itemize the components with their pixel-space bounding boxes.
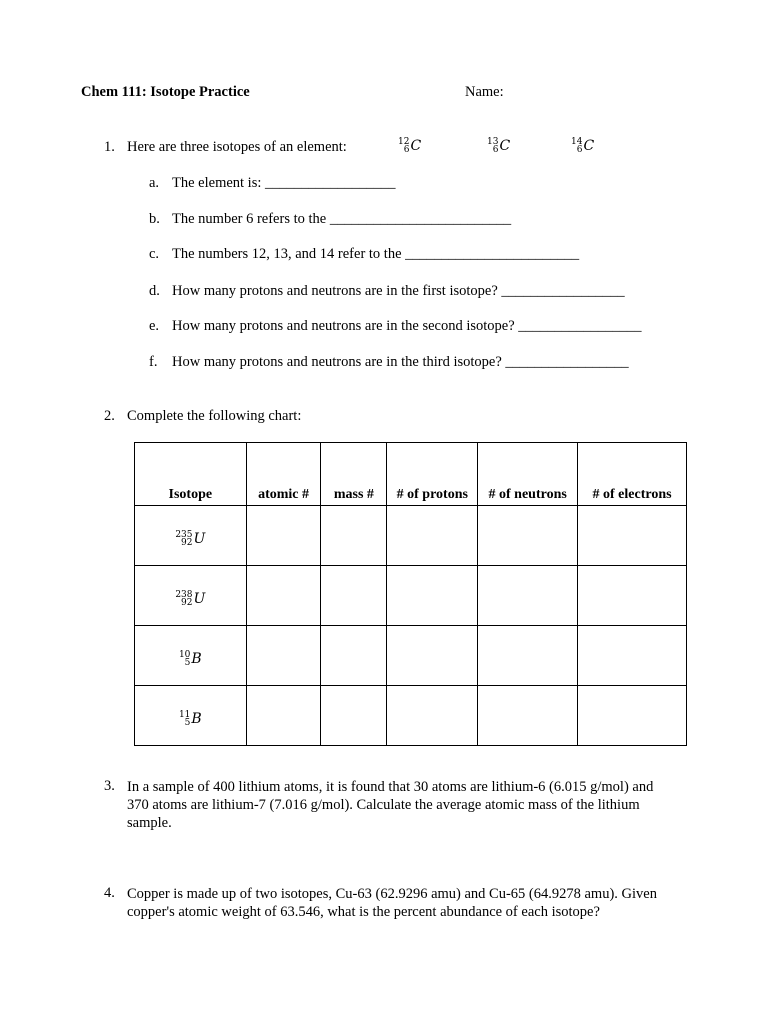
isotope-carbon-13 <box>487 138 510 154</box>
element-symbol: U <box>193 590 206 607</box>
mass-number-cell[interactable] <box>321 566 387 626</box>
isotope-chart-table <box>134 442 687 746</box>
element-symbol: B <box>191 710 202 727</box>
part-b-letter: b. <box>149 211 160 227</box>
atomic-number-cell[interactable] <box>246 626 321 686</box>
neutrons-cell[interactable] <box>478 686 578 746</box>
isotope-cell <box>135 626 247 686</box>
neutrons-cell[interactable] <box>478 506 578 566</box>
atomic-number: 5 <box>184 717 191 728</box>
atomic-number: 92 <box>181 537 193 548</box>
protons-cell[interactable] <box>387 686 478 746</box>
element-symbol: C <box>410 138 422 154</box>
header-mass-number: mass # <box>321 443 387 506</box>
mass-number: 11 <box>178 709 191 720</box>
mass-number: 12 <box>398 137 410 147</box>
question-2-prompt: Complete the following chart: <box>127 408 302 424</box>
atomic-number: 6 <box>492 145 499 155</box>
part-d-text: How many protons and neutrons are in the first isotope? _________________ <box>172 283 625 299</box>
atomic-number: 92 <box>181 597 193 608</box>
part-e-text: How many protons and neutrons are in the second isotope? _________________ <box>172 318 642 334</box>
protons-cell[interactable] <box>387 506 478 566</box>
table-row <box>135 626 687 686</box>
part-e-letter: e. <box>149 318 160 334</box>
electrons-cell[interactable] <box>578 686 687 746</box>
page-title: Chem 111: Isotope Practice <box>81 84 250 100</box>
name-label: Name: <box>465 84 504 100</box>
mass-number-cell[interactable] <box>321 686 387 746</box>
part-f-text: How many protons and neutrons are in the third isotope? _________________ <box>172 354 629 370</box>
question-1-number: 1. <box>104 139 115 155</box>
header-atomic-number: atomic # <box>246 443 321 506</box>
part-a-text: The element is: __________________ <box>172 175 396 191</box>
mass-number: 10 <box>178 649 191 660</box>
part-a-letter: a. <box>149 175 160 191</box>
element-symbol: C <box>499 138 511 154</box>
atomic-number: 6 <box>576 145 583 155</box>
table-row <box>135 686 687 746</box>
question-4-number: 4. <box>104 885 115 901</box>
atomic-number-cell[interactable] <box>246 506 321 566</box>
header-electrons: # of electrons <box>578 443 687 506</box>
table-header-row <box>135 443 687 506</box>
part-c-text: The numbers 12, 13, and 14 refer to the ________________________ <box>172 246 580 262</box>
table-row <box>135 506 687 566</box>
electrons-cell[interactable] <box>578 566 687 626</box>
part-f-letter: f. <box>149 354 158 370</box>
isotope-carbon-12 <box>398 138 421 154</box>
part-d-letter: d. <box>149 283 160 299</box>
atomic-number: 6 <box>403 145 410 155</box>
question-2-number: 2. <box>104 408 115 424</box>
element-symbol: U <box>193 530 206 547</box>
electrons-cell[interactable] <box>578 506 687 566</box>
element-symbol: C <box>583 138 595 154</box>
header-protons: # of protons <box>387 443 478 506</box>
mass-number-cell[interactable] <box>321 506 387 566</box>
neutrons-cell[interactable] <box>478 566 578 626</box>
isotope-cell <box>135 566 247 626</box>
isotope-cell <box>135 686 247 746</box>
mass-number: 14 <box>571 137 583 147</box>
atomic-number: 5 <box>184 657 191 668</box>
isotope-cell <box>135 506 247 566</box>
question-3-number: 3. <box>104 778 115 794</box>
neutrons-cell[interactable] <box>478 626 578 686</box>
element-symbol: B <box>191 650 202 667</box>
mass-number: 238 <box>175 589 193 600</box>
mass-number: 235 <box>175 529 193 540</box>
protons-cell[interactable] <box>387 626 478 686</box>
part-b-text: The number 6 refers to the _________________________ <box>172 211 512 227</box>
atomic-number-cell[interactable] <box>246 566 321 626</box>
question-4-text: Copper is made up of two isotopes, Cu-63 (62.9296 amu) and Cu-65 (64.9278 amu). Given copper's atomic weight of 63.546, what is the percent abundance of each isotope? <box>127 886 657 920</box>
electrons-cell[interactable] <box>578 626 687 686</box>
header-isotope: Isotope <box>135 443 247 506</box>
question-1-prompt: Here are three isotopes of an element: <box>127 139 347 155</box>
isotope-carbon-14 <box>571 138 594 154</box>
table-row <box>135 566 687 626</box>
mass-number: 13 <box>487 137 499 147</box>
atomic-number-cell[interactable] <box>246 686 321 746</box>
mass-number-cell[interactable] <box>321 626 387 686</box>
header-neutrons: # of neutrons <box>478 443 578 506</box>
protons-cell[interactable] <box>387 566 478 626</box>
part-c-letter: c. <box>149 246 160 262</box>
question-3-text: In a sample of 400 lithium atoms, it is found that 30 atoms are lithium-6 (6.015 g/mol) and 370 atoms are lithium-7 (7.016 g/mol). Calculate the average atomic mass of the lithium sample. <box>127 779 654 831</box>
